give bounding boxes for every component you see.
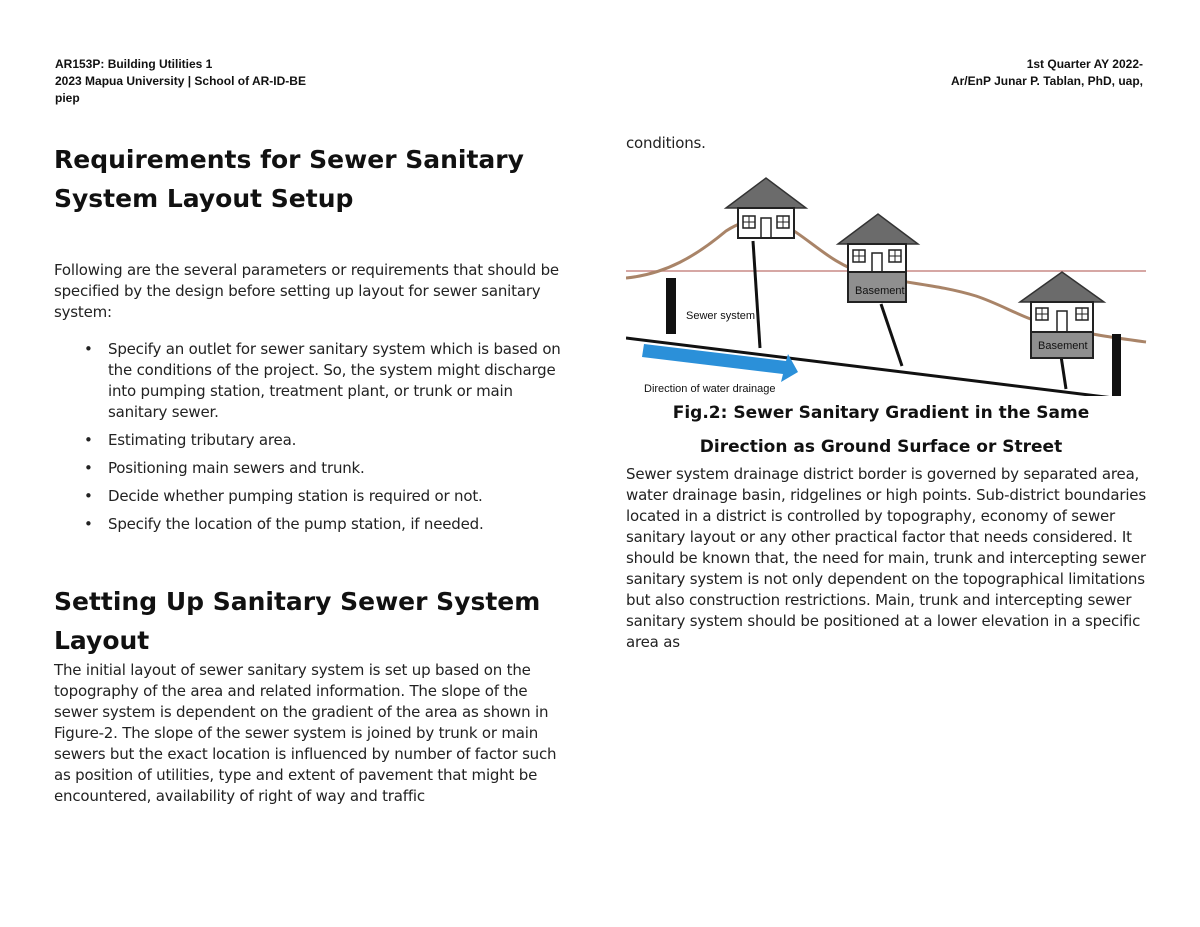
school-line: 2023 Mapua University | School of AR-ID-BE — [55, 74, 306, 88]
bullet-symbol: • — [84, 515, 93, 533]
requirements-list — [54, 339, 574, 535]
basement-label-1: Basement — [855, 285, 905, 297]
title-line-1: Setting Up Sanitary Sewer System — [54, 587, 541, 616]
list-item-text: Specify the location of the pump station, if needed. — [108, 515, 484, 533]
section-title-setup — [54, 582, 574, 660]
title-line-2: System Layout Setup — [54, 184, 354, 213]
caption-line-1: Fig.2: Sewer Sanitary Gradient in the Same — [672, 403, 1090, 423]
setup-body: The initial layout of sewer sanitary system is set up based on the topography of the area and related information. The slope of the sewer system is dependent on the gradient of the area as shown in Figure-2. The slope of the sewer system is joined by trunk or main sewers but the exact location is influenced by number of factor such as position of utilities, type and extent of pavement that might be encountered, availability of right of way and traffic — [54, 661, 557, 805]
bullet-symbol: • — [84, 431, 93, 449]
sewer-diagram — [626, 156, 1148, 396]
bullet-symbol: • — [84, 487, 93, 505]
requirements-intro: Following are the several parameters or requirements that should be specified by the design before setting up layout for sewer sanitary system: — [54, 261, 559, 321]
caption-line-2: Direction as Ground Surface or Street — [699, 437, 1063, 457]
right-column — [626, 133, 1148, 653]
header-left — [55, 56, 385, 107]
list-item — [84, 514, 574, 535]
list-item — [84, 486, 574, 507]
list-item — [84, 430, 574, 451]
sewer-system-label: Sewer system — [686, 310, 756, 322]
right-manhole-post — [1112, 334, 1121, 396]
school-line-cont: piep — [55, 91, 80, 105]
house-2-connection — [881, 304, 902, 366]
list-item-text: Decide whether pumping station is required or not. — [108, 487, 483, 505]
list-item-text: Specify an outlet for sewer sanitary system which is based on the conditions of the project. So, the system might discharge into pumping station, treatment plant, or trunk or main sanitary sewer. — [108, 340, 561, 421]
house-1 — [726, 178, 806, 238]
list-item — [84, 339, 574, 423]
house-1-connection — [753, 241, 760, 348]
list-item — [84, 458, 574, 479]
header-right — [900, 56, 1143, 90]
quarter-line: 1st Quarter AY 2022- — [1026, 57, 1143, 71]
left-manhole-post — [666, 278, 676, 334]
drainage-direction-label: Direction of water drainage — [644, 383, 776, 395]
continuation-text: conditions. — [626, 134, 706, 152]
drainage-district-body: Sewer system drainage district border is governed by separated area, water drainage basin, ridgelines or high points. Sub-district boundaries located in a district is controlled by topography, economy of sewer sanitary layout or any other practical factor that needs considered. It should be known that, the need for main, trunk and intercepting sewer sanitary system is not only dependent on the topographical limitations but also construction restrictions. Main, trunk and intercepting sewer sanitary system should be positioned at a lower elevation in a specific area as — [626, 465, 1146, 651]
title-line-2: Layout — [54, 626, 150, 655]
figure-caption — [620, 396, 1142, 464]
left-column — [54, 140, 574, 807]
house-3-connection — [1061, 356, 1066, 389]
bullet-symbol: • — [84, 459, 93, 477]
list-item-text: Positioning main sewers and trunk. — [108, 459, 365, 477]
section-title-requirements — [54, 140, 574, 218]
course-code: AR153P: Building Utilities 1 — [55, 57, 213, 71]
sewer-gradient-figure — [626, 156, 1148, 396]
title-line-1: Requirements for Sewer Sanitary — [54, 145, 524, 174]
list-item-text: Estimating tributary area. — [108, 431, 297, 449]
basement-label-2: Basement — [1038, 340, 1088, 352]
bullet-symbol: • — [84, 340, 93, 358]
author-line: Ar/EnP Junar P. Tablan, PhD, uap, — [950, 74, 1143, 88]
